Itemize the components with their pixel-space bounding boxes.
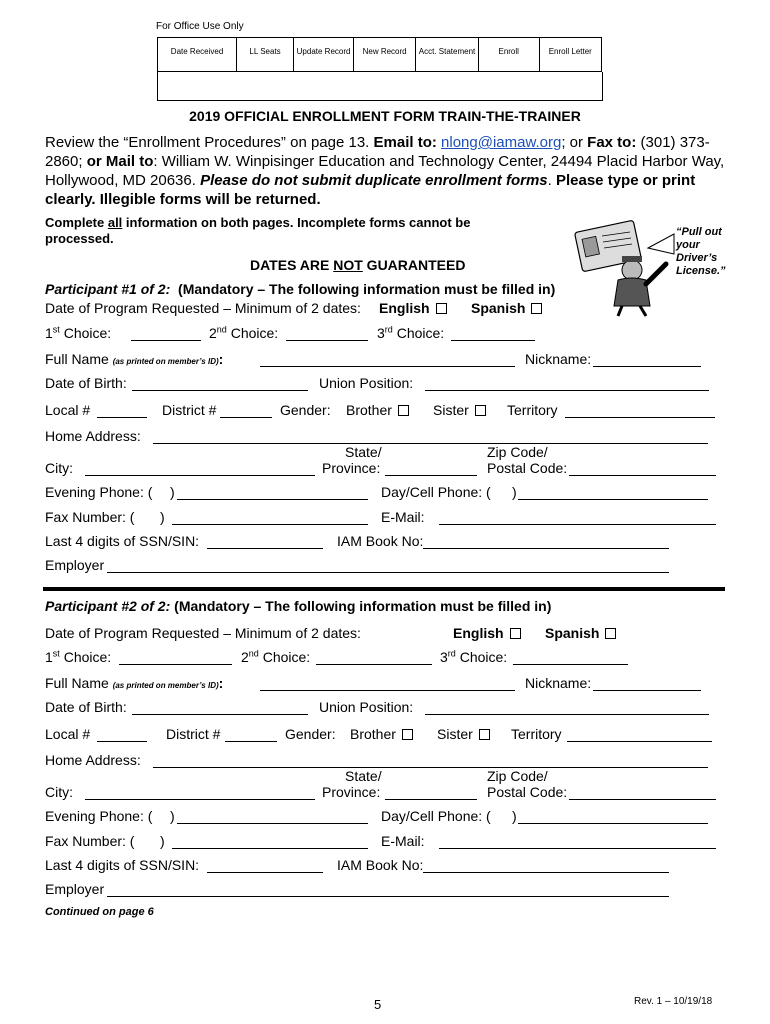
p1-day-phone-field[interactable] bbox=[518, 499, 708, 500]
p2-choice3-sup: rd bbox=[447, 648, 456, 659]
p1-home-address-label: Home Address: bbox=[45, 428, 141, 444]
p1-day-phone-label: Day/Cell Phone: ( bbox=[381, 484, 491, 500]
p2-english-checkbox[interactable] bbox=[510, 628, 521, 639]
p2-province-label: Province: bbox=[322, 784, 381, 800]
p2-district-field[interactable] bbox=[225, 741, 277, 742]
p1-zip-label: Zip Code/ bbox=[487, 444, 548, 460]
intro-text: Review the “Enrollment Procedures” on page 13. bbox=[45, 134, 374, 151]
p2-evening-phone-paren: ) bbox=[170, 808, 175, 824]
participant2-heading-row bbox=[45, 598, 551, 614]
p1-evening-phone-field[interactable] bbox=[177, 499, 368, 500]
p1-dob-field[interactable] bbox=[132, 390, 308, 391]
p2-choice2-num: 2 bbox=[241, 649, 249, 665]
email-link[interactable]: nlong@iamaw.org bbox=[441, 134, 562, 151]
p1-fax-field[interactable] bbox=[172, 524, 368, 525]
p2-local-label: Local # bbox=[45, 726, 91, 742]
p2-full-name-text: Full Name bbox=[45, 675, 109, 691]
dates-post: GUARANTEED bbox=[362, 257, 466, 273]
p1-choice3-num: 3 bbox=[377, 325, 385, 341]
p1-nickname-field[interactable] bbox=[593, 366, 701, 367]
p2-spanish-option[interactable] bbox=[545, 625, 616, 641]
p1-district-label: District # bbox=[162, 402, 217, 418]
p2-email-field[interactable] bbox=[439, 848, 716, 849]
p1-territory-field[interactable] bbox=[565, 417, 715, 418]
p2-union-position-label: Union Position: bbox=[319, 699, 414, 715]
p1-spanish-option[interactable] bbox=[471, 300, 542, 316]
p2-union-position-field[interactable] bbox=[425, 714, 709, 715]
participant1-mandatory: (Mandatory – The following information must be filled in) bbox=[178, 281, 556, 297]
office-entry-box[interactable] bbox=[157, 72, 603, 101]
participant-divider bbox=[43, 587, 725, 591]
p2-english-option[interactable] bbox=[453, 625, 521, 641]
complete-pre: Complete bbox=[45, 215, 108, 230]
p1-choice1-label bbox=[45, 325, 111, 341]
p2-district-label: District # bbox=[166, 726, 221, 742]
p1-choice1-text: Choice: bbox=[63, 325, 112, 341]
p1-full-name-colon: : bbox=[218, 351, 224, 367]
p2-day-phone-field[interactable] bbox=[518, 823, 708, 824]
p1-postal-field[interactable] bbox=[569, 475, 716, 476]
complete-notice bbox=[45, 215, 515, 247]
office-use-table bbox=[157, 37, 602, 72]
p2-choice3-label bbox=[440, 649, 507, 665]
p1-brother-checkbox[interactable] bbox=[398, 405, 409, 416]
fax-to-label: Fax to: bbox=[587, 134, 637, 151]
p1-choice3-text: Choice: bbox=[396, 325, 445, 341]
p1-province-label: Province: bbox=[322, 460, 381, 476]
p1-english-label: English bbox=[379, 300, 430, 316]
p2-postal-label: Postal Code: bbox=[487, 784, 568, 800]
p1-choice3-field[interactable] bbox=[451, 340, 535, 341]
office-col-update-record: Update Record bbox=[294, 38, 354, 72]
p1-gender-label: Gender: bbox=[280, 402, 331, 418]
p1-choice1-sup: st bbox=[52, 324, 60, 335]
mail-to-label: or Mail to bbox=[86, 153, 154, 170]
intro-text-2: ; or bbox=[561, 134, 588, 151]
p1-brother-label: Brother bbox=[346, 402, 392, 418]
p2-iam-book-label: IAM Book No: bbox=[337, 857, 424, 873]
mailing-address: : William W. Winpisinger Education and Technology Center, 24494 Placid Harbor Way, Hollywood, MD 20636. bbox=[45, 153, 725, 189]
p2-english-label: English bbox=[453, 625, 504, 641]
form-title: 2019 OFFICIAL ENROLLMENT FORM TRAIN-THE-TRAINER bbox=[189, 108, 581, 124]
office-col-enroll-letter: Enroll Letter bbox=[539, 38, 601, 72]
p2-brother-label: Brother bbox=[350, 726, 396, 742]
p1-district-field[interactable] bbox=[220, 417, 272, 418]
p2-choice3-text: Choice: bbox=[459, 649, 508, 665]
p1-province-field[interactable] bbox=[385, 475, 477, 476]
p2-territory-field[interactable] bbox=[567, 741, 712, 742]
p2-brother-checkbox[interactable] bbox=[402, 729, 413, 740]
p2-choice1-field[interactable] bbox=[119, 664, 232, 665]
p2-day-phone-label: Day/Cell Phone: ( bbox=[381, 808, 491, 824]
fax-number: (301) 373-2860; bbox=[45, 134, 710, 170]
p2-full-name-field[interactable] bbox=[260, 690, 515, 691]
p1-iam-book-label: IAM Book No: bbox=[337, 533, 424, 549]
p2-nickname-label: Nickname: bbox=[525, 675, 592, 691]
p2-state-label: State/ bbox=[345, 768, 382, 784]
p1-full-name-field[interactable] bbox=[260, 366, 515, 367]
p1-choice3-sup: rd bbox=[384, 324, 393, 335]
p2-employer-field[interactable] bbox=[107, 896, 669, 897]
office-col-enroll: Enroll bbox=[478, 38, 539, 72]
p2-evening-phone-field[interactable] bbox=[177, 823, 368, 824]
p1-email-field[interactable] bbox=[439, 524, 716, 525]
p2-date-requested-label: Date of Program Requested – Minimum of 2 dates: bbox=[45, 625, 361, 641]
p1-city-label: City: bbox=[45, 460, 73, 476]
dates-not: NOT bbox=[333, 257, 363, 273]
office-use-label: For Office Use Only bbox=[156, 21, 244, 32]
revision-label: Rev. 1 – 10/19/18 bbox=[634, 996, 713, 1007]
p1-postal-label: Postal Code: bbox=[487, 460, 568, 476]
p1-date-requested-label: Date of Program Requested – Minimum of 2 dates: bbox=[45, 300, 361, 316]
intro-instructions bbox=[45, 133, 725, 209]
complete-all: all bbox=[107, 215, 123, 230]
p2-sister-option[interactable] bbox=[437, 726, 490, 742]
p2-day-phone-paren: ) bbox=[512, 808, 517, 824]
p1-choice2-label bbox=[209, 325, 278, 341]
p1-full-name-note: (as printed on member’s ID) bbox=[112, 357, 219, 366]
participant1-heading: Participant #1 of 2: bbox=[45, 281, 171, 297]
p2-full-name-colon: : bbox=[218, 675, 224, 691]
p1-ssn-label: Last 4 digits of SSN/SIN: bbox=[45, 533, 200, 549]
p1-union-position-label: Union Position: bbox=[319, 375, 414, 391]
continued-note: Continued on page 6 bbox=[45, 906, 154, 918]
dates-pre: DATES ARE bbox=[250, 257, 334, 273]
p2-local-field[interactable] bbox=[97, 741, 147, 742]
p1-city-field[interactable] bbox=[85, 475, 315, 476]
dates-not-guaranteed bbox=[250, 257, 465, 273]
p2-home-address-field[interactable] bbox=[153, 767, 708, 768]
p2-spanish-label: Spanish bbox=[545, 625, 600, 641]
p1-full-name-label bbox=[45, 351, 223, 367]
office-col-new-record: New Record bbox=[354, 38, 416, 72]
p2-city-field[interactable] bbox=[85, 799, 315, 800]
p1-spanish-checkbox[interactable] bbox=[531, 303, 542, 314]
p2-fax-field[interactable] bbox=[172, 848, 368, 849]
p2-full-name-note: (as printed on member’s ID) bbox=[112, 681, 219, 690]
p1-choice2-num: 2 bbox=[209, 325, 217, 341]
p2-province-field[interactable] bbox=[385, 799, 477, 800]
p1-day-phone-paren: ) bbox=[512, 484, 517, 500]
p2-nickname-field[interactable] bbox=[593, 690, 701, 691]
p2-fax-label: Fax Number: ( bbox=[45, 833, 135, 849]
p2-brother-option[interactable] bbox=[350, 726, 413, 742]
speech-bubble: “Pull out your Driver’s License.” bbox=[676, 226, 726, 277]
p2-choice3-field[interactable] bbox=[513, 664, 628, 665]
p2-full-name-label bbox=[45, 675, 223, 691]
p2-ssn-field[interactable] bbox=[207, 872, 323, 873]
legibility-notice: Please type or print clearly. Illegible forms will be returned. bbox=[45, 172, 696, 208]
p2-email-label: E-Mail: bbox=[381, 833, 425, 849]
p1-union-position-field[interactable] bbox=[425, 390, 709, 391]
p1-spanish-label: Spanish bbox=[471, 300, 526, 316]
p1-english-option[interactable] bbox=[379, 300, 447, 316]
p2-sister-label: Sister bbox=[437, 726, 473, 742]
office-col-date-received: Date Received bbox=[158, 38, 237, 72]
p2-employer-label: Employer bbox=[45, 881, 105, 897]
p2-choice2-sup: nd bbox=[248, 648, 259, 659]
p1-nickname-label: Nickname: bbox=[525, 351, 592, 367]
p2-evening-phone-label: Evening Phone: ( bbox=[45, 808, 153, 824]
p1-home-address-field[interactable] bbox=[153, 443, 708, 444]
p1-choice1-field[interactable] bbox=[131, 340, 201, 341]
p2-choice1-label bbox=[45, 649, 111, 665]
p1-evening-phone-label: Evening Phone: ( bbox=[45, 484, 153, 500]
p2-choice1-sup: st bbox=[52, 648, 60, 659]
p1-territory-label: Territory bbox=[507, 402, 558, 418]
participant1-heading-row bbox=[45, 281, 555, 297]
intro-text-3: . bbox=[547, 172, 556, 189]
p1-employer-field[interactable] bbox=[107, 572, 669, 573]
p2-iam-book-field[interactable] bbox=[423, 872, 669, 873]
p2-dob-field[interactable] bbox=[132, 714, 308, 715]
p2-sister-checkbox[interactable] bbox=[479, 729, 490, 740]
p1-state-label: State/ bbox=[345, 444, 382, 460]
officer-with-license-illustration bbox=[570, 218, 680, 318]
p2-city-label: City: bbox=[45, 784, 73, 800]
p1-dob-label: Date of Birth: bbox=[45, 375, 127, 391]
p1-sister-label: Sister bbox=[433, 402, 469, 418]
participant2-mandatory: (Mandatory – The following information must be filled in) bbox=[174, 598, 552, 614]
p2-dob-label: Date of Birth: bbox=[45, 699, 127, 715]
p1-local-label: Local # bbox=[45, 402, 91, 418]
p1-choice1-num: 1 bbox=[45, 325, 53, 341]
p1-iam-book-field[interactable] bbox=[423, 548, 669, 549]
p2-zip-label: Zip Code/ bbox=[487, 768, 548, 784]
p2-territory-label: Territory bbox=[511, 726, 562, 742]
p2-choice1-num: 1 bbox=[45, 649, 53, 665]
p1-fax-paren: ) bbox=[160, 509, 165, 525]
p2-choice2-field[interactable] bbox=[316, 664, 432, 665]
p2-postal-field[interactable] bbox=[569, 799, 716, 800]
p2-gender-label: Gender: bbox=[285, 726, 336, 742]
p2-choice2-label bbox=[241, 649, 310, 665]
p1-employer-label: Employer bbox=[45, 557, 105, 573]
no-duplicates-notice: Please do not submit duplicate enrollment forms bbox=[200, 172, 548, 189]
email-to-label: Email to: bbox=[373, 134, 437, 151]
office-col-ll-seats: LL Seats bbox=[237, 38, 294, 72]
p1-choice2-text: Choice: bbox=[230, 325, 279, 341]
p1-local-field[interactable] bbox=[97, 417, 147, 418]
p2-fax-paren: ) bbox=[160, 833, 165, 849]
p2-choice1-text: Choice: bbox=[63, 649, 112, 665]
page-number: 5 bbox=[374, 997, 382, 1012]
complete-post: information on both pages. Incomplete forms cannot be processed. bbox=[45, 215, 471, 246]
p2-ssn-label: Last 4 digits of SSN/SIN: bbox=[45, 857, 200, 873]
p2-home-address-label: Home Address: bbox=[45, 752, 141, 768]
p1-email-label: E-Mail: bbox=[381, 509, 425, 525]
p1-evening-phone-paren: ) bbox=[170, 484, 175, 500]
p1-ssn-field[interactable] bbox=[207, 548, 323, 549]
p1-choice2-field[interactable] bbox=[286, 340, 368, 341]
p1-full-name-text: Full Name bbox=[45, 351, 109, 367]
p2-choice2-text: Choice: bbox=[262, 649, 311, 665]
p1-choice2-sup: nd bbox=[216, 324, 227, 335]
p1-choice3-label bbox=[377, 325, 444, 341]
p2-spanish-checkbox[interactable] bbox=[605, 628, 616, 639]
p1-fax-label: Fax Number: ( bbox=[45, 509, 135, 525]
p1-english-checkbox[interactable] bbox=[436, 303, 447, 314]
p1-sister-checkbox[interactable] bbox=[475, 405, 486, 416]
office-col-acct-statement: Acct. Statement bbox=[416, 38, 479, 72]
participant2-heading: Participant #2 of 2: bbox=[45, 598, 171, 614]
p2-choice3-num: 3 bbox=[440, 649, 448, 665]
p1-sister-option[interactable] bbox=[433, 402, 486, 418]
p1-brother-option[interactable] bbox=[346, 402, 409, 418]
